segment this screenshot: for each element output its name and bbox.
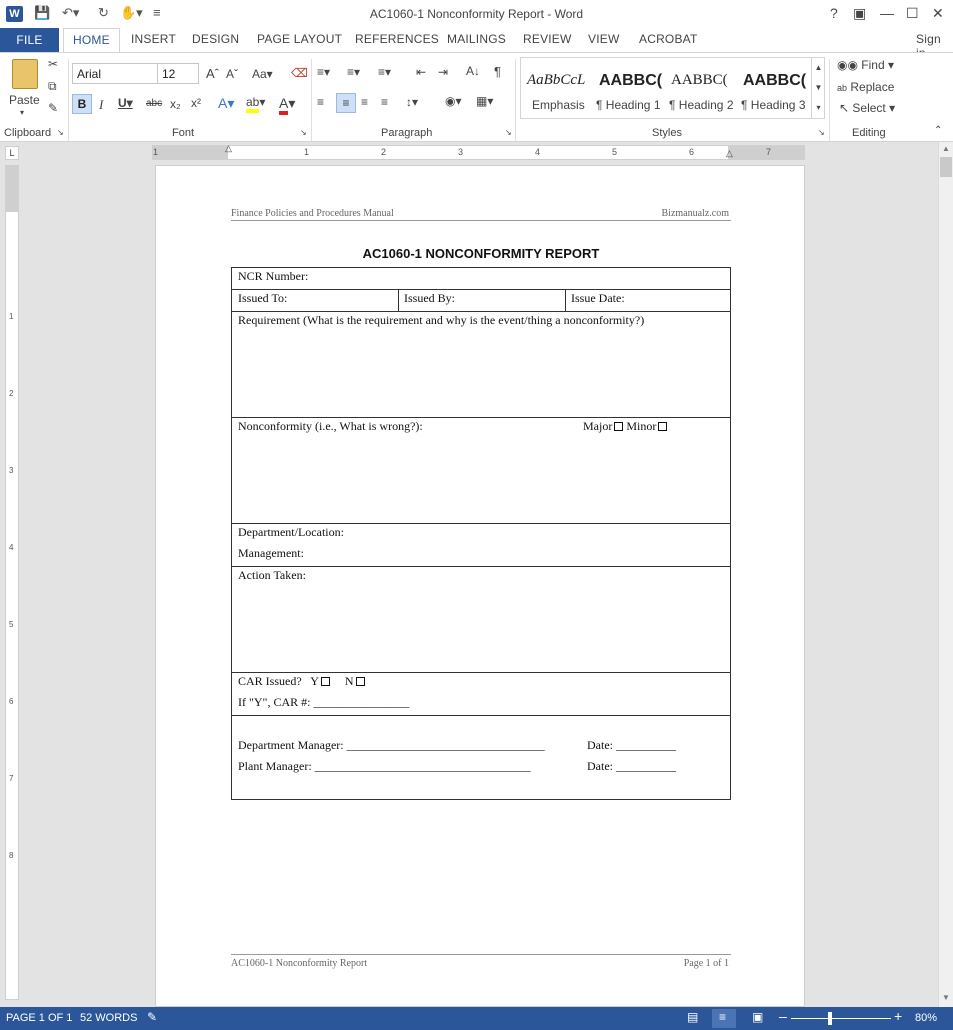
ruler-number: 3 xyxy=(9,466,14,475)
font-size-input[interactable]: 12 xyxy=(157,63,199,84)
style-heading3-preview[interactable]: AABBC( xyxy=(743,72,807,89)
ruler-number: 7 xyxy=(9,774,14,783)
zoom-out-icon[interactable]: – xyxy=(779,1008,787,1024)
tab-references[interactable]: REFERENCES xyxy=(355,32,440,46)
font-launcher-icon[interactable]: ↘ xyxy=(300,128,307,137)
row-divider xyxy=(232,715,730,716)
ruler-number: 2 xyxy=(381,147,387,157)
format-painter-icon[interactable]: ✎ xyxy=(48,101,59,115)
paragraph-group-label: Paragraph xyxy=(381,127,433,139)
issue-date-label[interactable]: Issue Date: xyxy=(571,291,625,305)
replace-icon: ab xyxy=(837,83,848,93)
ruler-number: 5 xyxy=(9,620,14,629)
increase-indent-icon[interactable]: ⇥ xyxy=(438,65,449,79)
grow-font-icon[interactable]: Aˆ xyxy=(206,66,219,81)
car-yes-checkbox[interactable] xyxy=(321,677,330,686)
subscript-button[interactable]: x₂ xyxy=(170,97,181,111)
numbering-icon[interactable]: ≡▾ xyxy=(347,65,361,79)
styles-group-label: Styles xyxy=(652,127,682,139)
font-color-icon[interactable]: A▾ xyxy=(279,95,295,112)
tab-home[interactable]: HOME xyxy=(63,28,120,53)
divider xyxy=(68,59,69,141)
ribbon-tabs xyxy=(0,28,953,52)
cursor-icon: ↖ xyxy=(839,101,850,115)
ruler-left-margin xyxy=(153,146,228,159)
tab-selector-icon[interactable]: L xyxy=(5,146,19,160)
zoom-in-icon[interactable]: + xyxy=(894,1008,903,1024)
tab-mailings[interactable]: MAILINGS xyxy=(447,32,506,46)
redo-icon[interactable]: ↻ xyxy=(98,5,109,20)
ruler-number: 1 xyxy=(304,147,310,157)
plant-manager-signature[interactable]: Plant Manager: ____________________________________ xyxy=(238,759,531,773)
undo-icon[interactable]: ↶▾ xyxy=(62,5,80,20)
header-right: Bizmanualz.com xyxy=(661,208,729,219)
scroll-up-icon[interactable]: ▲ xyxy=(942,144,950,153)
multilevel-list-icon[interactable]: ≡▾ xyxy=(378,65,392,79)
tab-view[interactable]: VIEW xyxy=(588,32,620,46)
paste-icon[interactable] xyxy=(12,59,38,89)
highlight-color-icon[interactable]: ab▾ xyxy=(246,95,265,109)
department-location-label[interactable]: Department/Location: xyxy=(238,525,344,539)
font-group-label: Font xyxy=(172,127,195,139)
shading-icon[interactable]: ◉▾ xyxy=(445,94,462,108)
minimize-icon[interactable]: — xyxy=(880,5,894,21)
ruler-number: 8 xyxy=(9,851,14,860)
row-divider xyxy=(232,566,730,567)
document-title: AC1060-1 NONCONFORMITY REPORT xyxy=(362,246,600,261)
cell-divider xyxy=(398,289,399,311)
divider xyxy=(311,59,312,141)
word-icon[interactable]: W xyxy=(6,6,23,22)
paste-button[interactable]: Paste xyxy=(9,93,40,107)
tab-page-layout[interactable]: PAGE LAYOUT xyxy=(257,32,343,46)
title-bar xyxy=(0,0,953,28)
car-yes-label: Y xyxy=(310,674,319,688)
major-label: Major xyxy=(583,419,613,433)
sign-in-link[interactable]: Sign xyxy=(916,32,941,46)
ruler-top-margin xyxy=(6,166,18,212)
requirement-label[interactable]: Requirement (What is the requirement and why is the event/thing a nonconformity?) xyxy=(238,313,645,327)
styles-launcher-icon[interactable]: ↘ xyxy=(818,128,825,137)
footer-left: AC1060-1 Nonconformity Report xyxy=(231,958,368,969)
style-emphasis-preview[interactable]: AaBbCcL xyxy=(527,72,586,88)
paste-dropdown-icon[interactable]: ▾ xyxy=(20,108,25,117)
scroll-down-icon[interactable]: ▼ xyxy=(942,993,950,1002)
row-divider xyxy=(232,672,730,673)
department-manager-signature[interactable]: Department Manager: _________________________________ xyxy=(238,738,545,752)
row-divider xyxy=(232,311,730,312)
ncr-number-label[interactable]: NCR Number: xyxy=(238,269,309,283)
vertical-ruler[interactable] xyxy=(5,165,19,1000)
clear-formatting-icon[interactable]: ⌫ xyxy=(291,66,308,80)
help-icon[interactable]: ? xyxy=(830,5,838,21)
show-formatting-icon[interactable]: ¶ xyxy=(494,64,501,79)
ruler-number: 2 xyxy=(9,389,14,398)
replace-label: Replace xyxy=(850,80,895,94)
customize-qat-icon[interactable]: ≡ xyxy=(153,5,161,20)
nonconformity-label[interactable]: Nonconformity (i.e., What is wrong?): xyxy=(238,419,423,433)
web-layout-icon[interactable]: ▣ xyxy=(752,1010,764,1024)
header-rule xyxy=(231,220,731,221)
department-manager-date[interactable]: Date: __________ xyxy=(587,738,676,752)
ruler-number: 4 xyxy=(9,543,14,552)
minor-label: Minor xyxy=(626,419,657,433)
style-heading1-preview[interactable]: AABBC( xyxy=(599,72,663,89)
vertical-scrollbar[interactable] xyxy=(938,142,953,1007)
ruler-number: 6 xyxy=(9,697,14,706)
car-issued-label: CAR Issued? xyxy=(238,674,302,688)
save-icon[interactable]: 💾 xyxy=(34,5,51,20)
select-button[interactable]: ↖ Select ▾ xyxy=(839,101,896,115)
print-layout-glyph: ≡ xyxy=(719,1010,727,1024)
align-center-icon[interactable]: ≡ xyxy=(336,93,356,113)
bold-button[interactable]: B xyxy=(72,94,92,114)
line-spacing-icon[interactable]: ↕▾ xyxy=(406,95,419,109)
shrink-font-icon[interactable]: Aˇ xyxy=(226,67,238,81)
divider xyxy=(829,59,830,141)
footer-right: Page 1 of 1 xyxy=(683,958,729,969)
ruler-number: 4 xyxy=(535,147,541,157)
tab-design[interactable]: DESIGN xyxy=(192,32,240,46)
italic-button[interactable]: I xyxy=(99,97,104,112)
style-heading3[interactable]: ¶ Heading 3 xyxy=(741,98,806,112)
find-label: Find xyxy=(861,58,885,72)
sort-icon[interactable]: A↓ xyxy=(466,64,481,78)
styles-gallery xyxy=(520,57,825,119)
word-count[interactable]: 52 WORDS xyxy=(80,1012,138,1024)
style-heading2[interactable]: ¶ Heading 2 xyxy=(669,98,734,112)
justify-icon[interactable]: ≡ xyxy=(381,95,389,109)
ruler-number: 1 xyxy=(9,312,14,321)
maximize-icon[interactable]: ☐ xyxy=(906,5,919,21)
issued-to-label[interactable]: Issued To: xyxy=(238,291,288,305)
clipboard-group-label: Clipboard xyxy=(4,127,52,139)
strikethrough-button[interactable]: abc xyxy=(146,98,163,109)
car-issued-row xyxy=(238,674,365,689)
window-title: AC1060-1 Nonconformity Report - Word xyxy=(369,7,584,21)
scroll-thumb[interactable] xyxy=(940,157,952,177)
indent-marker-icon[interactable]: △ xyxy=(225,143,232,153)
replace-button[interactable] xyxy=(837,80,894,94)
zoom-slider-thumb[interactable] xyxy=(828,1012,832,1025)
ruler-number: 6 xyxy=(689,147,695,157)
cut-icon[interactable]: ✂ xyxy=(48,57,59,71)
car-no-label: N xyxy=(344,674,354,688)
header-left: Finance Policies and Procedures Manual xyxy=(231,208,394,219)
font-name-input[interactable]: Arial xyxy=(72,63,158,84)
car-number-field[interactable]: If "Y", CAR #: ________________ xyxy=(238,695,410,709)
issued-by-label[interactable]: Issued By: xyxy=(404,291,455,305)
tab-acrobat[interactable]: ACROBAT xyxy=(639,32,698,46)
severity-options xyxy=(583,419,667,434)
car-no-checkbox[interactable] xyxy=(356,677,365,686)
document-page[interactable] xyxy=(155,165,805,1007)
bullets-icon[interactable]: ≡▾ xyxy=(317,65,331,79)
align-left-icon[interactable]: ≡ xyxy=(317,95,325,109)
right-indent-marker-icon[interactable]: △ xyxy=(726,148,733,158)
zoom-level[interactable]: 80% xyxy=(915,1012,938,1024)
minor-checkbox[interactable] xyxy=(658,422,667,431)
style-emphasis[interactable]: Emphasis xyxy=(532,98,585,112)
major-checkbox[interactable] xyxy=(614,422,623,431)
style-heading1[interactable]: ¶ Heading 1 xyxy=(596,98,661,112)
superscript-button[interactable]: x² xyxy=(191,96,201,110)
ribbon-display-icon[interactable]: ▣ xyxy=(853,5,867,21)
ruler-number: 5 xyxy=(612,147,618,157)
page-count[interactable]: PAGE 1 OF 1 xyxy=(6,1012,73,1024)
ruler-number: 1 xyxy=(153,147,159,157)
read-mode-icon[interactable]: ▤ xyxy=(687,1010,699,1024)
row-divider xyxy=(232,417,730,418)
row-divider xyxy=(232,523,730,524)
styles-scroll[interactable]: ▲ ▼ ▾ xyxy=(811,58,825,118)
touch-mode-icon[interactable]: ✋▾ xyxy=(120,5,143,20)
close-icon[interactable]: ✕ xyxy=(932,5,944,21)
binoculars-icon: ◉◉ xyxy=(837,58,858,72)
copy-icon[interactable]: ⧉ xyxy=(48,79,57,93)
clipboard-launcher-icon[interactable]: ↘ xyxy=(57,128,64,137)
align-right-icon[interactable]: ≡ xyxy=(361,95,369,109)
editing-group-label: Editing xyxy=(852,127,886,139)
decrease-indent-icon[interactable]: ⇤ xyxy=(416,65,427,79)
text-effects-icon[interactable]: A▾ xyxy=(218,95,235,111)
row-divider xyxy=(232,289,730,290)
tab-file[interactable]: FILE xyxy=(0,28,59,52)
style-heading2-preview[interactable]: AABBC( xyxy=(671,72,728,88)
nonconformity-form-table xyxy=(231,267,731,800)
ruler-number: 3 xyxy=(458,147,464,157)
cell-divider xyxy=(565,289,566,311)
collapse-ribbon-icon[interactable]: ⌃ xyxy=(934,125,943,136)
status-bar xyxy=(0,1007,953,1030)
action-taken-label[interactable]: Action Taken: xyxy=(238,568,306,582)
ribbon xyxy=(0,52,953,142)
borders-icon[interactable]: ▦▾ xyxy=(476,94,494,108)
divider xyxy=(515,59,516,141)
change-case-icon[interactable]: Aa▾ xyxy=(252,67,273,81)
proofing-icon[interactable]: ✎ xyxy=(147,1010,158,1024)
plant-manager-date[interactable]: Date: __________ xyxy=(587,759,676,773)
ruler-number: 7 xyxy=(766,147,772,157)
select-label: Select xyxy=(852,101,886,115)
tab-insert[interactable]: INSERT xyxy=(131,32,176,46)
horizontal-ruler[interactable] xyxy=(152,145,805,160)
paragraph-launcher-icon[interactable]: ↘ xyxy=(505,128,512,137)
zoom-slider-track[interactable] xyxy=(791,1018,891,1019)
find-button[interactable]: ◉◉ Find ▾ xyxy=(837,58,894,72)
tab-review[interactable]: REVIEW xyxy=(523,32,572,46)
management-label[interactable]: Management: xyxy=(238,546,304,560)
footer-rule xyxy=(231,954,731,955)
underline-button[interactable]: U▾ xyxy=(118,96,133,110)
